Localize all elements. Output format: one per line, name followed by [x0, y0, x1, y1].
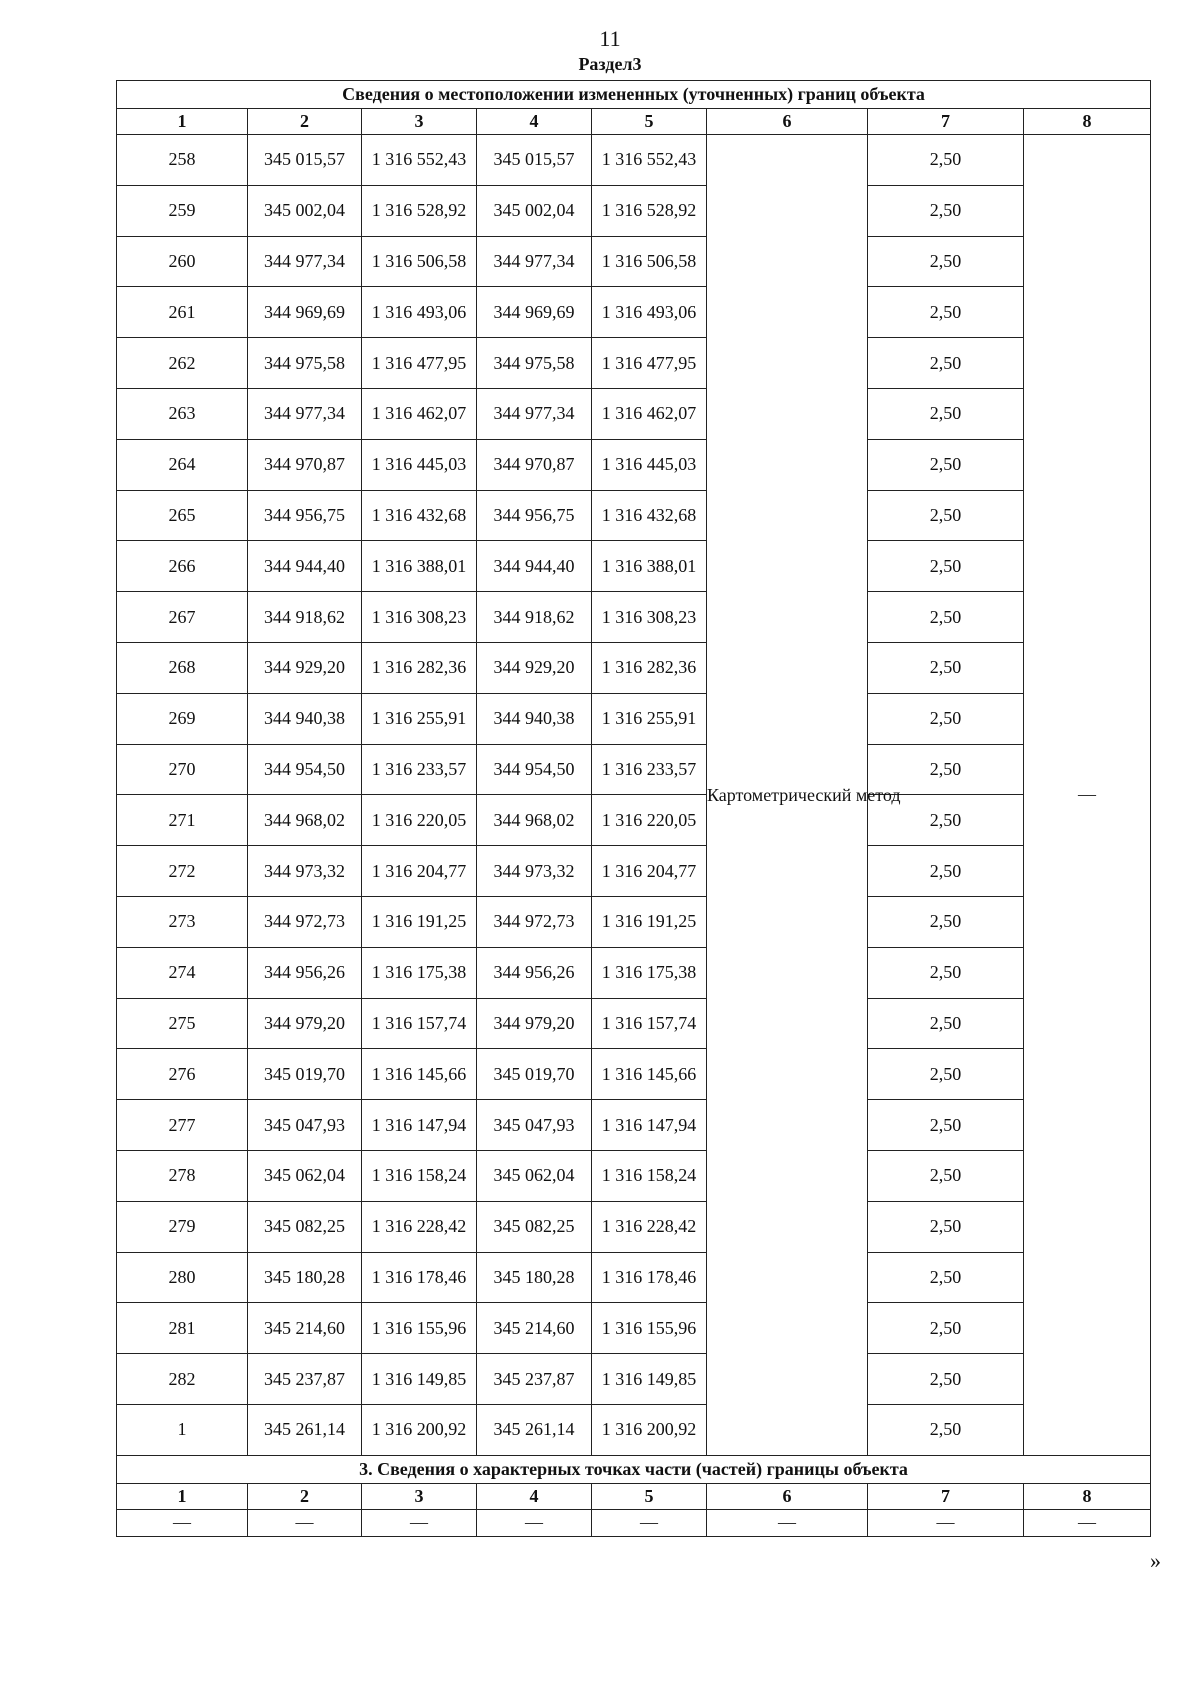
x-new-cell: 344 929,20 — [477, 642, 592, 693]
point-number-cell: 266 — [117, 541, 248, 592]
point-number-cell: 269 — [117, 693, 248, 744]
accuracy-cell: 2,50 — [868, 846, 1024, 897]
table-row — [117, 998, 1151, 1049]
point-number-cell: 280 — [117, 1252, 248, 1303]
closing-quote: » — [1150, 1548, 1161, 1573]
x-new-cell: 344 918,62 — [477, 592, 592, 643]
accuracy-cell: 2,50 — [868, 642, 1024, 693]
y-old-cell: 1 316 178,46 — [362, 1252, 477, 1303]
subsection-column-header: 1 — [117, 1483, 248, 1509]
accuracy-cell: 2,50 — [868, 592, 1024, 643]
y-new-cell: 1 316 552,43 — [592, 135, 707, 186]
subsection-column-header: 3 — [362, 1483, 477, 1509]
x-old-cell: 344 956,75 — [248, 490, 362, 541]
point-number-cell: 274 — [117, 947, 248, 998]
table-row — [117, 1201, 1151, 1252]
table-row — [117, 1354, 1151, 1405]
y-old-cell: 1 316 149,85 — [362, 1354, 477, 1405]
accuracy-cell: 2,50 — [868, 338, 1024, 389]
accuracy-cell: 2,50 — [868, 439, 1024, 490]
x-new-cell: 344 969,69 — [477, 287, 592, 338]
accuracy-cell: 2,50 — [868, 236, 1024, 287]
x-new-cell: 345 261,14 — [477, 1404, 592, 1455]
y-new-cell: 1 316 445,03 — [592, 439, 707, 490]
x-new-cell: 344 970,87 — [477, 439, 592, 490]
y-new-cell: 1 316 157,74 — [592, 998, 707, 1049]
method-cell: Картометрический метод — [707, 135, 868, 1456]
column-8-cell: — — [1024, 135, 1151, 1456]
table-row — [117, 1150, 1151, 1201]
x-new-cell: 345 047,93 — [477, 1100, 592, 1151]
accuracy-cell: 2,50 — [868, 1150, 1024, 1201]
x-old-cell: 344 979,20 — [248, 998, 362, 1049]
table-row — [117, 388, 1151, 439]
y-new-cell: 1 316 282,36 — [592, 642, 707, 693]
accuracy-cell: 2,50 — [868, 1252, 1024, 1303]
accuracy-cell: 2,50 — [868, 1354, 1024, 1405]
x-new-cell: 344 977,34 — [477, 388, 592, 439]
column-header: 6 — [707, 109, 868, 135]
y-new-cell: 1 316 147,94 — [592, 1100, 707, 1151]
point-number-cell: 277 — [117, 1100, 248, 1151]
x-new-cell: 344 972,73 — [477, 896, 592, 947]
table-row — [117, 1252, 1151, 1303]
x-new-cell: 345 214,60 — [477, 1303, 592, 1354]
y-old-cell: 1 316 388,01 — [362, 541, 477, 592]
y-old-cell: 1 316 228,42 — [362, 1201, 477, 1252]
column-header: 5 — [592, 109, 707, 135]
x-old-cell: 344 968,02 — [248, 795, 362, 846]
y-old-cell: 1 316 282,36 — [362, 642, 477, 693]
x-old-cell: 344 977,34 — [248, 388, 362, 439]
x-old-cell: 344 944,40 — [248, 541, 362, 592]
y-new-cell: 1 316 308,23 — [592, 592, 707, 643]
column-header: 4 — [477, 109, 592, 135]
accuracy-cell: 2,50 — [868, 287, 1024, 338]
table-row — [117, 947, 1151, 998]
subsection-column-header: 8 — [1024, 1483, 1151, 1509]
table-row — [117, 338, 1151, 389]
subsection-column-header: 6 — [707, 1483, 868, 1509]
y-old-cell: 1 316 220,05 — [362, 795, 477, 846]
table-row — [117, 185, 1151, 236]
subsection-column-header: 4 — [477, 1483, 592, 1509]
x-new-cell: 345 015,57 — [477, 135, 592, 186]
y-old-cell: 1 316 308,23 — [362, 592, 477, 643]
accuracy-cell: 2,50 — [868, 896, 1024, 947]
x-new-cell: 344 977,34 — [477, 236, 592, 287]
accuracy-cell: 2,50 — [868, 693, 1024, 744]
y-new-cell: 1 316 432,68 — [592, 490, 707, 541]
y-old-cell: 1 316 145,66 — [362, 1049, 477, 1100]
point-number-cell: 275 — [117, 998, 248, 1049]
column-header: 7 — [868, 109, 1024, 135]
y-new-cell: 1 316 145,66 — [592, 1049, 707, 1100]
x-new-cell: 344 944,40 — [477, 541, 592, 592]
x-new-cell: 345 082,25 — [477, 1201, 592, 1252]
table-row — [117, 744, 1151, 795]
point-number-cell: 260 — [117, 236, 248, 287]
point-number-cell: 1 — [117, 1404, 248, 1455]
point-number-cell: 262 — [117, 338, 248, 389]
table-row — [117, 1303, 1151, 1354]
y-new-cell: 1 316 149,85 — [592, 1354, 707, 1405]
table-title-row — [117, 81, 1151, 109]
y-new-cell: 1 316 220,05 — [592, 795, 707, 846]
y-new-cell: 1 316 528,92 — [592, 185, 707, 236]
y-old-cell: 1 316 477,95 — [362, 338, 477, 389]
point-number-cell: 278 — [117, 1150, 248, 1201]
y-new-cell: 1 316 228,42 — [592, 1201, 707, 1252]
x-old-cell: 345 261,14 — [248, 1404, 362, 1455]
y-old-cell: 1 316 157,74 — [362, 998, 477, 1049]
y-old-cell: 1 316 155,96 — [362, 1303, 477, 1354]
point-number-cell: 265 — [117, 490, 248, 541]
x-old-cell: 345 180,28 — [248, 1252, 362, 1303]
x-old-cell: 345 019,70 — [248, 1049, 362, 1100]
table-row — [117, 236, 1151, 287]
x-old-cell: 344 940,38 — [248, 693, 362, 744]
x-new-cell: 345 062,04 — [477, 1150, 592, 1201]
column-header: 3 — [362, 109, 477, 135]
y-new-cell: 1 316 175,38 — [592, 947, 707, 998]
column-header: 1 — [117, 109, 248, 135]
x-old-cell: 344 973,32 — [248, 846, 362, 897]
x-old-cell: 345 062,04 — [248, 1150, 362, 1201]
accuracy-cell: 2,50 — [868, 185, 1024, 236]
y-new-cell: 1 316 233,57 — [592, 744, 707, 795]
point-number-cell: 270 — [117, 744, 248, 795]
x-old-cell: 345 214,60 — [248, 1303, 362, 1354]
y-new-cell: 1 316 204,77 — [592, 846, 707, 897]
y-new-cell: 1 316 178,46 — [592, 1252, 707, 1303]
point-number-cell: 261 — [117, 287, 248, 338]
point-number-cell: 263 — [117, 388, 248, 439]
point-number-cell: 279 — [117, 1201, 248, 1252]
x-new-cell: 344 979,20 — [477, 998, 592, 1049]
y-new-cell: 1 316 255,91 — [592, 693, 707, 744]
x-new-cell: 344 975,58 — [477, 338, 592, 389]
point-number-cell: 267 — [117, 592, 248, 643]
subsection-value-cell: — — [707, 1509, 868, 1536]
subsection-value-row — [117, 1509, 1151, 1536]
point-number-cell: 272 — [117, 846, 248, 897]
x-old-cell: 344 977,34 — [248, 236, 362, 287]
subsection-value-cell: — — [248, 1509, 362, 1536]
y-old-cell: 1 316 158,24 — [362, 1150, 477, 1201]
table-body — [117, 81, 1151, 1537]
table-row — [117, 287, 1151, 338]
x-old-cell: 344 975,58 — [248, 338, 362, 389]
x-old-cell: 344 970,87 — [248, 439, 362, 490]
subsection-column-header: 7 — [868, 1483, 1024, 1509]
y-old-cell: 1 316 204,77 — [362, 846, 477, 897]
x-new-cell: 344 940,38 — [477, 693, 592, 744]
table-row — [117, 541, 1151, 592]
table-row — [117, 1100, 1151, 1151]
point-number-cell: 268 — [117, 642, 248, 693]
accuracy-cell: 2,50 — [868, 1404, 1024, 1455]
table-row — [117, 693, 1151, 744]
subsection-title: 3. Сведения о характерных точках части (частей) границы объекта — [117, 1455, 1151, 1483]
y-old-cell: 1 316 432,68 — [362, 490, 477, 541]
x-old-cell: 345 082,25 — [248, 1201, 362, 1252]
y-new-cell: 1 316 200,92 — [592, 1404, 707, 1455]
y-old-cell: 1 316 506,58 — [362, 236, 477, 287]
page-number: 11 — [599, 26, 621, 51]
table-title: Сведения о местоположении измененных (уточненных) границ объекта — [117, 81, 1151, 109]
x-old-cell: 344 972,73 — [248, 896, 362, 947]
point-number-cell: 271 — [117, 795, 248, 846]
accuracy-cell: 2,50 — [868, 744, 1024, 795]
y-old-cell: 1 316 233,57 — [362, 744, 477, 795]
table-row — [117, 439, 1151, 490]
point-number-cell: 258 — [117, 135, 248, 186]
y-new-cell: 1 316 388,01 — [592, 541, 707, 592]
y-new-cell: 1 316 191,25 — [592, 896, 707, 947]
column-header: 2 — [248, 109, 362, 135]
x-old-cell: 344 969,69 — [248, 287, 362, 338]
x-old-cell: 345 002,04 — [248, 185, 362, 236]
y-old-cell: 1 316 528,92 — [362, 185, 477, 236]
table-row — [117, 1049, 1151, 1100]
x-old-cell: 344 954,50 — [248, 744, 362, 795]
table-row — [117, 1404, 1151, 1455]
point-number-cell: 276 — [117, 1049, 248, 1100]
y-old-cell: 1 316 493,06 — [362, 287, 477, 338]
subsection-value-cell: — — [362, 1509, 477, 1536]
x-old-cell: 345 015,57 — [248, 135, 362, 186]
accuracy-cell: 2,50 — [868, 1303, 1024, 1354]
subsection-value-cell: — — [477, 1509, 592, 1536]
point-number-cell: 264 — [117, 439, 248, 490]
x-old-cell: 345 047,93 — [248, 1100, 362, 1151]
x-old-cell: 345 237,87 — [248, 1354, 362, 1405]
y-old-cell: 1 316 175,38 — [362, 947, 477, 998]
y-old-cell: 1 316 191,25 — [362, 896, 477, 947]
y-new-cell: 1 316 158,24 — [592, 1150, 707, 1201]
accuracy-cell: 2,50 — [868, 1100, 1024, 1151]
y-new-cell: 1 316 155,96 — [592, 1303, 707, 1354]
accuracy-cell: 2,50 — [868, 388, 1024, 439]
y-old-cell: 1 316 552,43 — [362, 135, 477, 186]
x-new-cell: 344 973,32 — [477, 846, 592, 897]
table-row — [117, 846, 1151, 897]
x-new-cell: 345 180,28 — [477, 1252, 592, 1303]
column-header: 8 — [1024, 109, 1151, 135]
table-row — [117, 135, 1151, 186]
accuracy-cell: 2,50 — [868, 490, 1024, 541]
y-new-cell: 1 316 477,95 — [592, 338, 707, 389]
x-new-cell: 344 956,75 — [477, 490, 592, 541]
subsection-column-header: 2 — [248, 1483, 362, 1509]
subsection-header-row — [117, 1483, 1151, 1509]
table-row — [117, 592, 1151, 643]
y-old-cell: 1 316 445,03 — [362, 439, 477, 490]
x-old-cell: 344 918,62 — [248, 592, 362, 643]
x-new-cell: 345 019,70 — [477, 1049, 592, 1100]
subsection-column-header: 5 — [592, 1483, 707, 1509]
subsection-value-cell: — — [1024, 1509, 1151, 1536]
y-new-cell: 1 316 506,58 — [592, 236, 707, 287]
point-number-cell: 259 — [117, 185, 248, 236]
x-old-cell: 344 929,20 — [248, 642, 362, 693]
x-new-cell: 345 002,04 — [477, 185, 592, 236]
y-old-cell: 1 316 255,91 — [362, 693, 477, 744]
accuracy-cell: 2,50 — [868, 795, 1024, 846]
subsection-title-row — [117, 1455, 1151, 1483]
table-row — [117, 490, 1151, 541]
x-new-cell: 344 954,50 — [477, 744, 592, 795]
table-row — [117, 896, 1151, 947]
x-new-cell: 344 956,26 — [477, 947, 592, 998]
y-old-cell: 1 316 147,94 — [362, 1100, 477, 1151]
x-old-cell: 344 956,26 — [248, 947, 362, 998]
accuracy-cell: 2,50 — [868, 1201, 1024, 1252]
y-new-cell: 1 316 493,06 — [592, 287, 707, 338]
subsection-value-cell: — — [117, 1509, 248, 1536]
x-new-cell: 344 968,02 — [477, 795, 592, 846]
table-row — [117, 795, 1151, 846]
y-new-cell: 1 316 462,07 — [592, 388, 707, 439]
section-label: Раздел3 — [578, 54, 642, 74]
accuracy-cell: 2,50 — [868, 947, 1024, 998]
x-new-cell: 345 237,87 — [477, 1354, 592, 1405]
accuracy-cell: 2,50 — [868, 998, 1024, 1049]
point-number-cell: 281 — [117, 1303, 248, 1354]
y-old-cell: 1 316 200,92 — [362, 1404, 477, 1455]
point-number-cell: 273 — [117, 896, 248, 947]
subsection-value-cell: — — [592, 1509, 707, 1536]
boundary-table — [116, 80, 1151, 1537]
subsection-value-cell: — — [868, 1509, 1024, 1536]
table-row — [117, 642, 1151, 693]
accuracy-cell: 2,50 — [868, 135, 1024, 186]
accuracy-cell: 2,50 — [868, 541, 1024, 592]
column-header-row — [117, 109, 1151, 135]
y-old-cell: 1 316 462,07 — [362, 388, 477, 439]
accuracy-cell: 2,50 — [868, 1049, 1024, 1100]
point-number-cell: 282 — [117, 1354, 248, 1405]
